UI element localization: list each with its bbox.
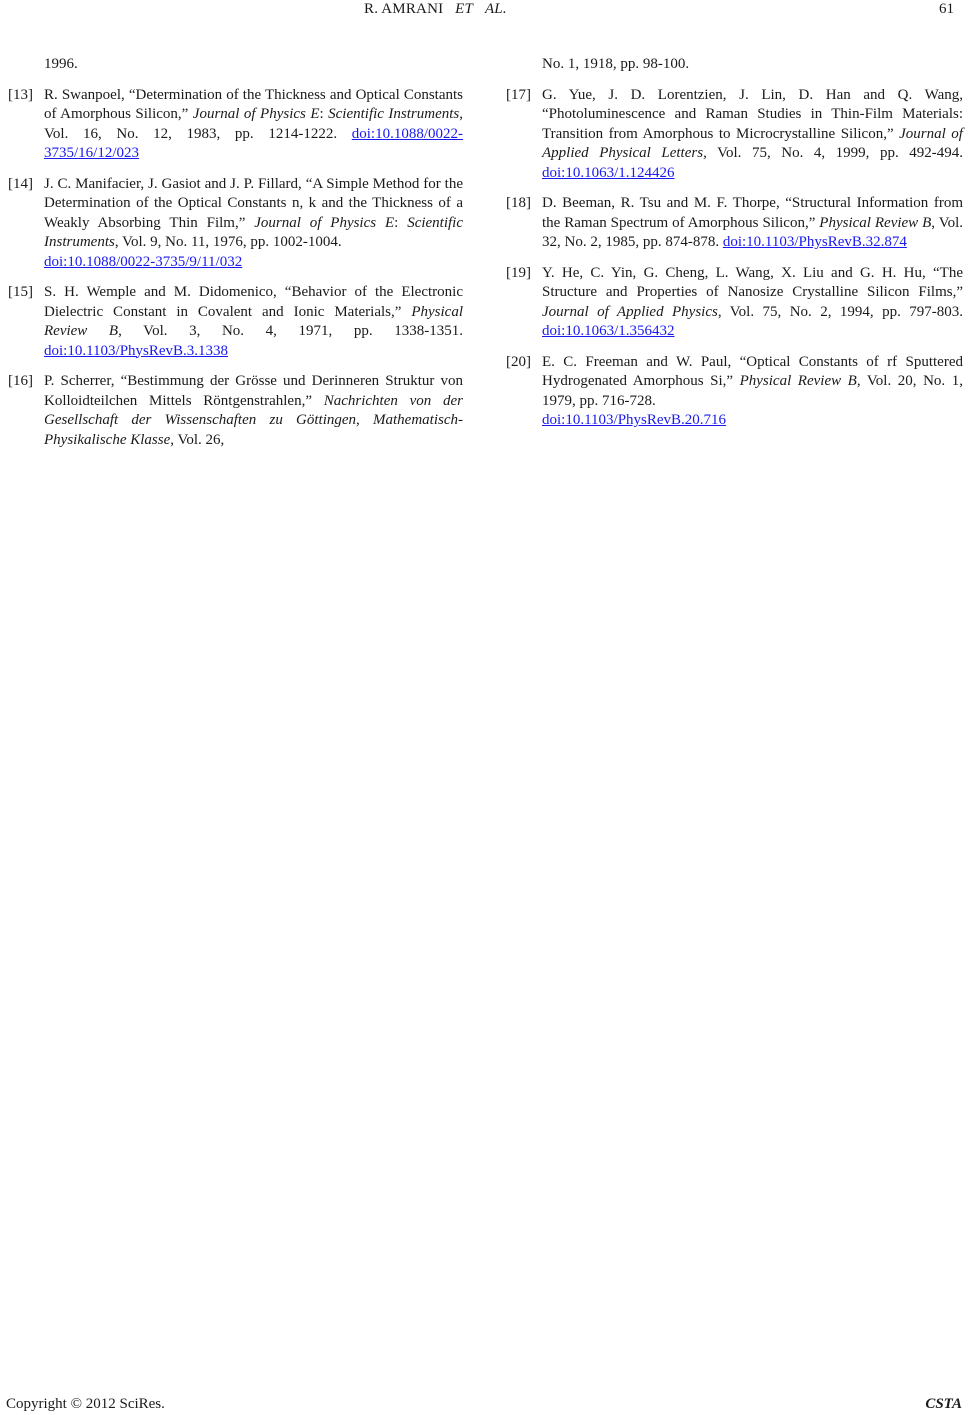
running-title-author: R. AMRANI [364, 1, 444, 17]
reference-separator: : [319, 106, 329, 122]
left-column [8, 55, 463, 461]
reference-journal: Nachrichten von der Gesellschaft der Wissenschaften zu Göttingen [44, 392, 463, 428]
reference-journal: Physical Review B [819, 214, 932, 231]
doi-link[interactable]: doi:10.1103/PhysRevB.32.874 [722, 234, 907, 250]
reference-text: Y. He, C. Yin, G. Cheng, L. Wang, X. Liu and G. H. Hu, “The Structure and Properties of Nanosize Crystalline Silicon Films,” [542, 264, 963, 300]
doi-link[interactable]: doi:10.1103/PhysRevB.3.1338 [44, 342, 229, 359]
reference-journal: Journal of Applied Physical Letters [542, 125, 963, 161]
page-header [0, 0, 968, 24]
reference-journal: Journal of Physics E [254, 214, 395, 231]
reference-18 [506, 194, 963, 253]
reference-number: [16] [8, 373, 33, 389]
reference-text: J. C. Manifacier, J. Gasiot and J. P. Fillard, “A Simple Method for the Determination of the Optical Constants n, k and the Thickness of a Weakly Absorbing Thin Film,” [44, 175, 463, 231]
reference-body [542, 353, 963, 431]
running-title-al: AL. [484, 1, 507, 17]
reference-details: , Vol. 75, No. 4, 1999, pp. 492-494. [703, 145, 963, 161]
reference-body [44, 175, 463, 273]
reference-journal: Journal of Physics E [192, 106, 320, 122]
running-title-et: ET [455, 1, 474, 17]
reference-separator: : [394, 214, 408, 231]
reference-text: P. Scherrer, “Bestimmung der Grösse und Derinneren Struktur von Kolloidteilchen Mittels Röntgenstrahlen,” [44, 373, 463, 409]
reference-15 [8, 283, 463, 361]
reference-17 [506, 86, 963, 184]
running-title [364, 1, 507, 18]
reference-details: , Vol. 75, No. 2, 1994, pp. 797-803. [717, 303, 963, 320]
reference-body [44, 86, 463, 164]
reference-body [44, 283, 463, 361]
reference-details: , Vol. 32, No. 2, 1985, pp. 874-878. [542, 214, 964, 250]
reference-number: [14] [8, 175, 33, 192]
reference-number: [17] [506, 86, 531, 103]
doi-link[interactable]: doi:10.1103/PhysRevB.20.716 [542, 412, 727, 428]
reference-details: , Vol. 3, No. 4, 1971, pp. 1338-1351. [118, 323, 463, 339]
reference-19 [506, 264, 963, 342]
doi-link[interactable]: doi:10.1088/0022-3735/16/12/023 [44, 125, 463, 161]
doi-link[interactable]: doi:10.1088/0022-3735/9/11/032 [44, 253, 243, 270]
reference-journal: Journal of Applied Physics [542, 303, 718, 320]
reference-text: G. Yue, J. D. Lorentzien, J. Lin, D. Han and Q. Wang, “Photoluminescence and Raman Studies in Thin-Film Materials: Transition from Amorphous to Microcrystalline Silicon,” [542, 86, 963, 142]
page-footer [0, 1396, 968, 1415]
reference-details: , Vol. 20, No. 1, 1979, pp. 716-728. [542, 373, 964, 409]
reference-journal-section: Scientific Instruments [44, 214, 463, 250]
reference-14 [8, 175, 463, 273]
reference-details: , Vol. 9, No. 11, 1976, pp. 1002-1004. [114, 234, 342, 250]
reference-details: , Vol. 16, No. 12, 1983, pp. 1214-1222. [44, 106, 463, 142]
reference-journal-section: Mathematisch-Physikalische Klasse [44, 412, 463, 448]
doi-link[interactable]: doi:10.1063/1.356432 [542, 323, 675, 339]
reference-journal: Physical Review B [44, 303, 463, 339]
reference-number: [18] [506, 195, 531, 211]
reference-text: R. Swanpoel, “Determination of the Thickness and Optical Constants of Amorphous Silicon,” [44, 86, 463, 122]
reference-journal-section: Scientific Instruments [328, 106, 460, 122]
reference-separator: , [356, 412, 374, 428]
reference-number: [15] [8, 284, 33, 300]
reference-details: , Vol. 26, [170, 431, 225, 448]
reference-body [542, 86, 963, 184]
reference-number: [13] [8, 86, 33, 103]
copyright-notice: Copyright © 2012 SciRes. [6, 1396, 165, 1412]
reference-body [542, 194, 963, 253]
continued-reference-text: 1996. [44, 56, 78, 72]
reference-number: [20] [506, 353, 531, 370]
reference-16 [8, 372, 463, 450]
reference-13 [8, 86, 463, 164]
reference-text: S. H. Wemple and M. Didomenico, “Behavior of the Electronic Dielectric Constant in Covalent and Ionic Materials,” [44, 284, 463, 320]
reference-text: E. C. Freeman and W. Paul, “Optical Constants of rf Sputtered Hydrogenated Amorphous Si,” [542, 353, 963, 389]
reference-journal: Physical Review B [739, 373, 857, 389]
reference-20 [506, 353, 963, 431]
continued-reference-text: No. 1, 1918, pp. 98-100. [542, 56, 690, 72]
right-column [506, 55, 963, 442]
reference-body [542, 264, 963, 342]
reference-body [44, 372, 463, 450]
page-number: 61 [939, 1, 954, 17]
reference-number: [19] [506, 264, 531, 281]
reference-text: D. Beeman, R. Tsu and M. F. Thorpe, “Structural Information from the Raman Spectrum of Amorphous Silicon,” [542, 195, 963, 231]
journal-abbreviation: CSTA [925, 1396, 962, 1412]
doi-link[interactable]: doi:10.1063/1.124426 [542, 164, 675, 181]
